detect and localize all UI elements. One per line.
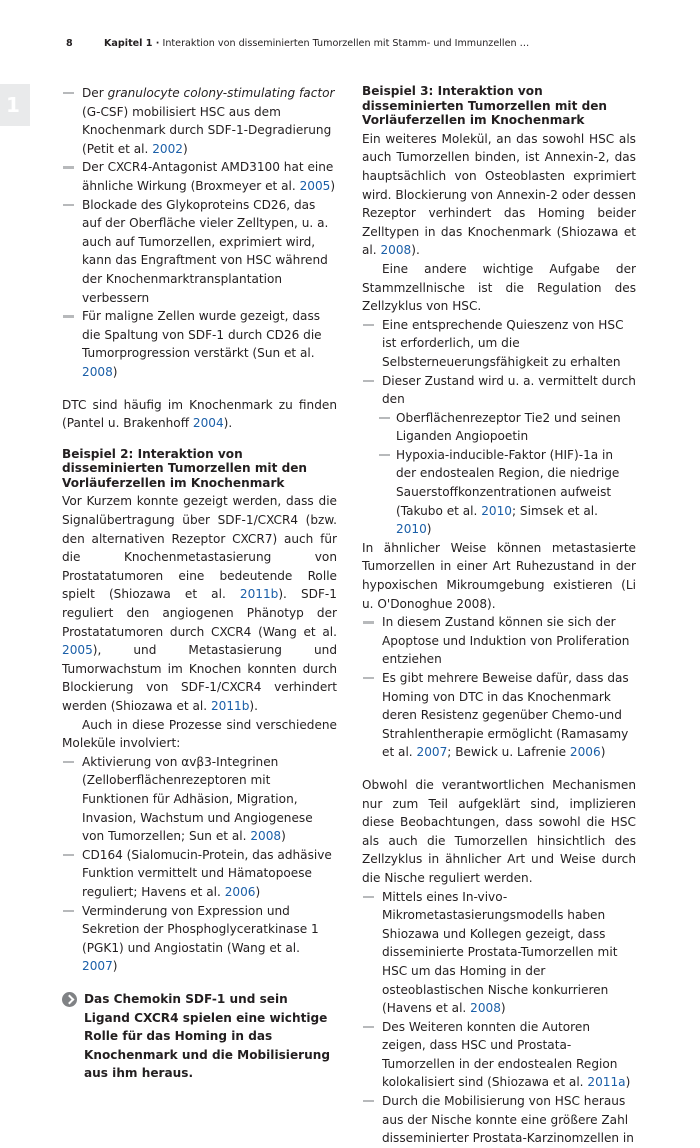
right-column: [362, 84, 636, 1148]
citation-link[interactable]: 2008: [470, 1001, 501, 1016]
list-item: Es gibt mehrere Beweise dafür, dass das Homing von DTC in das Knochenmark deren Resistenz gegenüber Chemo-und Strahlentherapie ermöglicht (Ramasamy et al. 2007; Bewick u. Lafrenie 2006): [362, 669, 636, 762]
list-item: Dieser Zustand wird u. a. vermittelt durch den Oberflächenrezeptor Tie2 und seinen Liganden Angiopoetin Hypoxia-inducible-Faktor (HIF)-1a in der endostealen Region, die niedrige Sauerstoffkonzentrationen aufweist (Takubo et al. 2010; Simsek et al. 2010): [362, 372, 636, 539]
sub-bullet-list: [362, 409, 636, 539]
citation-link[interactable]: 2007: [416, 745, 448, 760]
sub-list-item: Hypoxia-inducible-Faktor (HIF)-1a in der endostealen Region, die niedrige Sauerstoffkonzentrationen aufweist (Takubo et al. 2010; Simsek et al. 2010): [378, 446, 636, 539]
list-item: CD164 (Sialomucin-Protein, das adhäsive Funktion vermittelt und Hämatopoese reguliert; Havens et al. 2006): [62, 846, 337, 902]
sub-list-item: Oberflächenrezeptor Tie2 und seinen Liganden Angiopoetin: [378, 409, 636, 446]
list-item: Blockade des Glykoproteins CD26, das auf der Oberfläche vieler Zelltypen, u. a. auch auf Tumorzellen, exprimiert wird, kann das Engraftment von HSC während der Knochenmarktransplantation verbessern: [62, 196, 337, 308]
bullet-list: [362, 888, 636, 1148]
paragraph: Auch in diese Prozesse sind verschiedene Moleküle involviert:: [62, 717, 337, 751]
citation-link[interactable]: 2002: [152, 141, 183, 156]
citation-link[interactable]: 2008: [250, 829, 282, 844]
paragraph: Ein weiteres Molekül, an das sowohl HSC als auch Tumorzellen binden, ist Annexin-2, das hauptsächlich von Osteoblasten exprimiert wird. Blockierung von Annexin-2 oder dessen Rezeptor verhindert das Homing beider Zelltypen in das Knochenmark (Shiozawa et al. 2008).: [362, 131, 636, 258]
chapter-tab-number: 1: [6, 93, 20, 117]
citation-link[interactable]: 2006: [224, 884, 256, 899]
citation-link[interactable]: 2011b: [210, 699, 250, 713]
citation-link[interactable]: 2007: [82, 959, 113, 974]
bullet-list: [362, 316, 636, 539]
citation-link[interactable]: 2005: [62, 643, 93, 658]
paragraph: In ähnlicher Weise können metastasierte Tumorzellen in einer Art Ruhezustand in der hypoxischen Mikroumgebung existieren (Li u. O'Donoghue 2008).: [362, 540, 636, 611]
chapter-tab: [0, 84, 30, 126]
chevron-right-icon: [62, 992, 77, 1007]
citation-link[interactable]: 2008: [82, 364, 113, 379]
list-item: In diesem Zustand können sie sich der Apoptose und Induktion von Proliferation entziehen: [362, 613, 636, 669]
running-title: [104, 38, 529, 49]
list-item: Der granulocyte colony-stimulating factor (G-CSF) mobilisiert HSC aus dem Knochenmark durch SDF-1-Degradierung (Petit et al. 2002): [62, 84, 337, 158]
bullet-list: [362, 613, 636, 762]
paragraph: Obwohl die verantwortlichen Mechanismen nur zum Teil aufgeklärt sind, implizieren diese Beobachtungen, dass sowohl die HSC als auch die Tumorzellen hinsichtlich des Zellzyklus in ähnlicher Art und Weise durch die Nische reguliert werden.: [362, 777, 636, 885]
citation-link[interactable]: 2010: [481, 503, 512, 518]
paragraph: Vor Kurzem konnte gezeigt werden, dass die Signalübertragung über SDF-1/CXCR4 (bzw. den alternativen Rezeptor CXCR7) auch für die Knochenmetastasierung von Prostatatumoren eine bedeutende Rolle spielt (Shiozawa et al. 2011b). SDF-1 reguliert den angiogenen Phänotyp der Prostatatumoren durch CXCR4 (Wang et al. 2005), und Metastasierung und Tumorwachstum im Knochen konnten durch Blockierung von SDF-1/CXCR4 verhindert werden (Shiozawa et al. 2011b).: [62, 494, 337, 713]
paragraph: Eine andere wichtige Aufgabe der Stammzellnische ist die Regulation des Zellzyklus von HSC.: [362, 261, 636, 314]
citation-link[interactable]: 2011b: [239, 587, 279, 602]
citation-link[interactable]: 2004: [192, 416, 224, 431]
chapter-label: Kapitel 1 ·: [104, 38, 160, 49]
citation-link[interactable]: 2011a: [587, 1075, 626, 1090]
left-column: [62, 84, 337, 1083]
key-point-callout: Das Chemokin SDF-1 und sein Ligand CXCR4 spielen eine wichtige Rolle für das Homing in das Knochenmark und die Mobilisierung aus ihm heraus.: [62, 990, 337, 1083]
bullet-list: [62, 753, 337, 976]
list-item: Mittels eines In-vivo-Mikrometastasierungsmodells haben Shiozawa und Kollegen gezeigt, dass disseminierte Prostata-Tumorzellen mit HSC um das Homing in der osteoblastischen Nische konkurrieren (Havens et al. 2008): [362, 888, 636, 1018]
list-item: Eine entsprechende Quieszenz von HSC ist erforderlich, um die Selbsterneuerungsfähigkeit zu erhalten: [362, 316, 636, 372]
section-heading: Beispiel 2: Interaktion von disseminierten Tumorzellen mit den Vorläuferzellen im Knochenmark: [62, 446, 308, 490]
citation-link[interactable]: 2008: [380, 243, 412, 258]
running-header: [0, 38, 700, 54]
citation-link[interactable]: 2006: [569, 745, 601, 760]
chapter-title: Interaktion von disseminierten Tumorzellen mit Stamm- und Immunzellen …: [162, 38, 530, 49]
list-item: Des Weiteren konnten die Autoren zeigen, dass HSC und Prostata-Tumorzellen in der endostealen Region kolokalisiert sind (Shiozawa et al. 2011a): [362, 1018, 636, 1092]
list-item: Aktivierung von αvβ3-Integrinen (Zelloberflächenrezeptoren mit Funktionen für Adhäsion, Migration, Invasion, Wachstum und Angiogenese von Tumorzellen; Sun et al. 2008): [62, 753, 337, 846]
list-item: Für maligne Zellen wurde gezeigt, dass die Spaltung von SDF-1 durch CD26 die Tumorprogression verstärkt (Sun et al. 2008): [62, 307, 337, 381]
section-heading: Beispiel 3: Interaktion von disseminierten Tumorzellen mit den Vorläuferzellen im Knochenmark: [362, 84, 608, 128]
page-number: 8: [66, 38, 73, 49]
list-item: Verminderung von Expression und Sekretion der Phosphoglyceratkinase 1 (PGK1) und Angiostatin (Wang et al. 2007): [62, 902, 337, 976]
list-item: Durch die Mobilisierung von HSC heraus aus der Nische konnte eine größere Zahl disseminierter Prostata-Karzinomzellen in: [362, 1092, 636, 1148]
paragraph: DTC sind häufig im Knochenmark zu finden (Pantel u. Brakenhoff 2004).: [62, 397, 337, 431]
bullet-list: [62, 84, 337, 382]
list-item: Der CXCR4-Antagonist AMD3100 hat eine ähnliche Wirkung (Broxmeyer et al. 2005): [62, 158, 337, 195]
citation-link[interactable]: 2010: [396, 522, 427, 537]
citation-link[interactable]: 2005: [299, 178, 331, 193]
